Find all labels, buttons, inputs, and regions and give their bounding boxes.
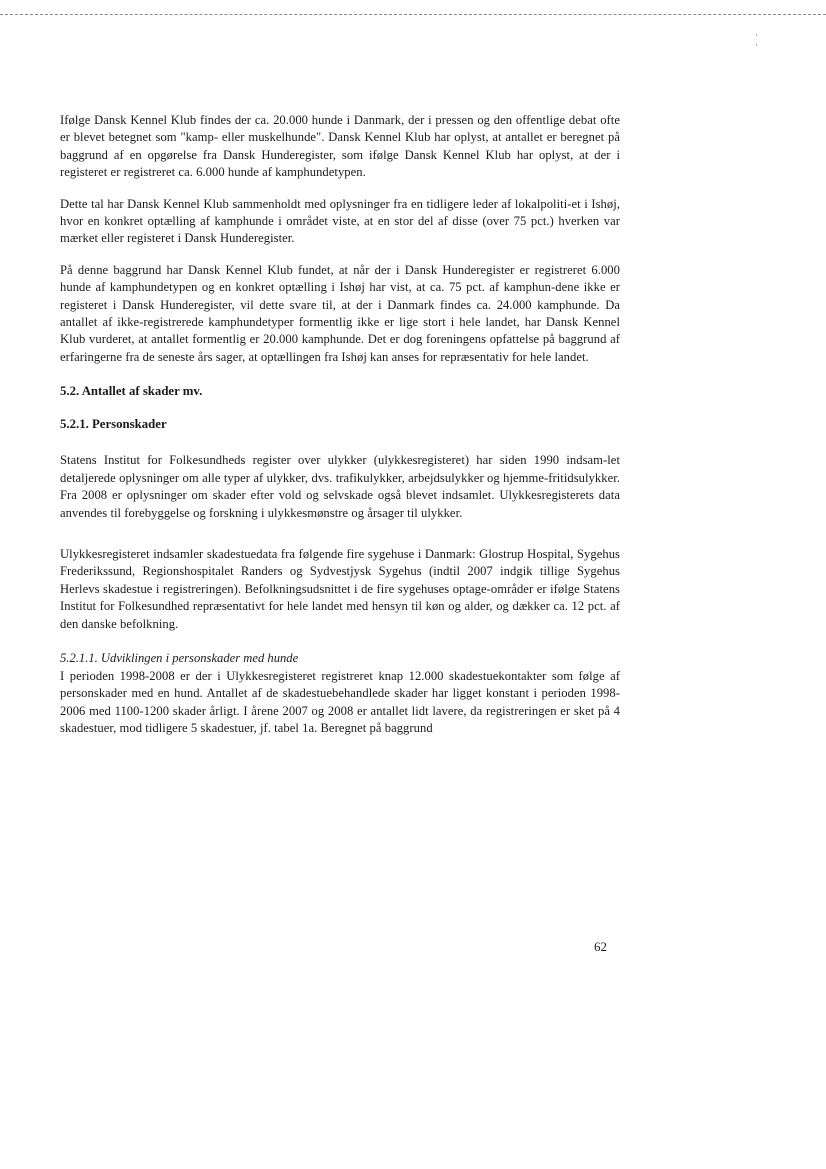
paragraph-dkk-estimate: Ifølge Dansk Kennel Klub findes der ca. 20.000 hunde i Danmark, der i pressen og den offentlige debat ofte er blevet betegnet som "kamp- eller muskelhunde". Dansk Kennel Klub har oplyst, at antallet er beregnet på baggrund af en opgørelse fra Dansk Hunderegister, som ifølge Dansk Kennel Klub har oplyst, at der i registeret er registreret ca. 6.000 hunde af kamphundetypen.: [60, 113, 620, 180]
paragraph-ulykkesregister: Statens Institut for Folkesundheds register over ulykker (ulykkesregisteret) har siden 1990 indsam-let detaljerede oplysninger om alle typer af ulykker, dvs. trafikulykker, arbejdsulykker og hjemme-fritidsulykker. Fra 2008 er oplysninger om skader efter vold og selvskade også blevet indsamlet. Ulykkesregisterets data anvendes til forebyggelse og forskning i ulykkesmønstre og årsager til ulykker.: [60, 453, 620, 520]
scan-corner-marks: · ·: [755, 30, 798, 50]
paragraph-skadestuedata: Ulykkesregisteret indsamler skadestuedata fra følgende fire sygehuse i Danmark: Glostrup Hospital, Sygehus Frederikssund, Regionshospitalet Randers og Sydvestjysk Sygehus (indtil 2007 indgik tillige Sygehus Herlevs skadestue i registreringen). Befolkningsudsnittet i de fire sygehuses optage-områder er ifølge Statens Institut for Folkesundhed repræsentativt for hele landet med hensyn til køn og alder, og dækker ca. 12 pct. af den danske befolkning.: [60, 546, 620, 631]
page-number: 62: [594, 939, 607, 954]
paragraph-udvikling: I perioden 1998-2008 er der i Ulykkesregisteret registreret knap 12.000 skadestuekontakter som følge af personskader med en hund. Antallet af de skadestuebehandlede skader har ligget konstant i perioden 1998-2006 med 1100-1200 skader årligt. I årene 2007 og 2008 er antallet lidt lavere, da registreringen er sket på 4 skadestuer, mod tidligere 5 skadestuer, jf. tabel 1a. Beregnet på baggrund: [60, 668, 620, 736]
scan-edge-line: [0, 14, 826, 15]
paragraph-ishoj-count: Dette tal har Dansk Kennel Klub sammenholdt med oplysninger fra en tidligere leder af lokalpoliti-et i Ishøj, hvor en konkret optælling af kamphunde i området viste, at en stor del af disse (over 75 pct.) hverken var mærket eller registeret i Dansk Hunderegister.: [60, 196, 620, 246]
paragraph-conclusion: På denne baggrund har Dansk Kennel Klub fundet, at når der i Dansk Hunderegister er registreret 6.000 hunde af kamphundetypen og en konkret optælling i Ishøj har vist, at ca. 75 pct. af kamphun-dene ikke er registeret i Dansk Hunderegister, vil dette svare til, at der i Danmark findes ca. 24.000 kamphunde. Da antallet af ikke-registrerede kamphundetyper formentlig ikke er lige stort i hele landet, har Dansk Kennel Klub vurderet, at antallet formentlig er 20.000 kamphunde. Det er dog foreningens opfattelse på baggrund af erfaringerne fra de seneste års sager, at optællingen fra Ishøj kan anses for repræsentativ for hele landet.: [60, 262, 620, 364]
section-heading-5-2: 5.2. Antallet af skader mv.: [60, 384, 203, 399]
section-heading-5-2-1-1: 5.2.1.1. Udviklingen i personskader med hunde: [60, 650, 299, 665]
page-body: [60, 112, 620, 738]
section-heading-5-2-1: 5.2.1. Personskader: [60, 417, 167, 432]
